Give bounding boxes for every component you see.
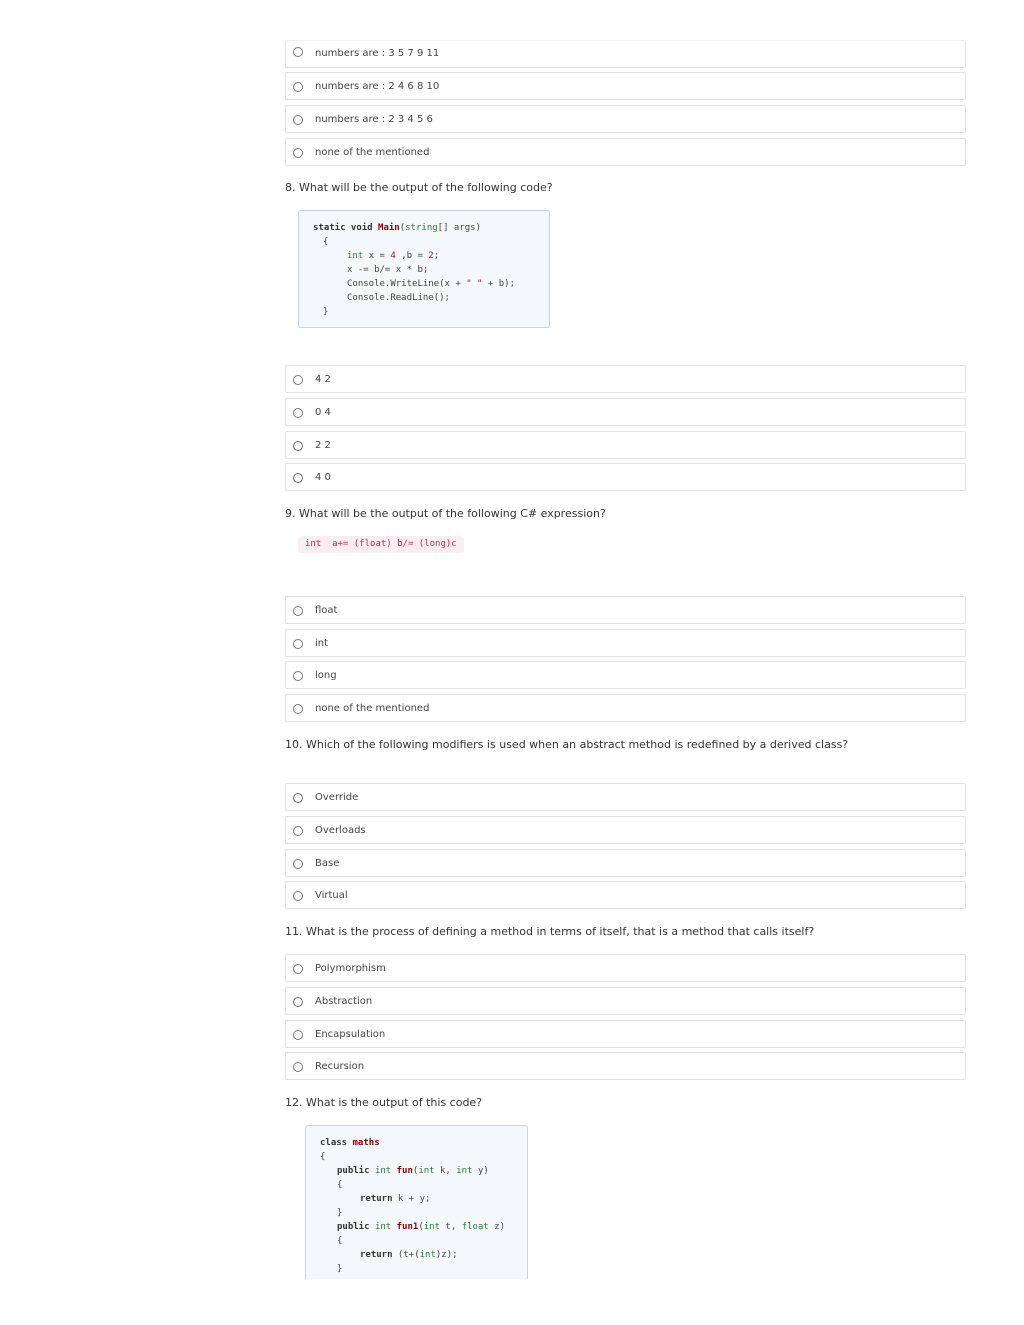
code-line: {: [323, 237, 329, 247]
q9-option-2[interactable]: [285, 629, 966, 657]
q8-question-text: 8. What will be the output of the following code?: [285, 181, 553, 194]
q11-option-2[interactable]: [285, 987, 966, 1015]
code-line: public int fun1(int t, float z): [337, 1222, 506, 1232]
radio-button[interactable]: [293, 606, 303, 616]
radio-button[interactable]: [293, 375, 303, 385]
q8-option-4[interactable]: [285, 463, 966, 491]
q8-option-1[interactable]: [285, 365, 966, 393]
radio-button[interactable]: [293, 704, 303, 714]
option-label: Virtual: [315, 890, 348, 901]
code-line: class maths: [320, 1138, 380, 1148]
option-label: Overloads: [315, 825, 366, 836]
q11-option-1[interactable]: [285, 954, 966, 982]
option-label: none of the mentioned: [315, 147, 430, 158]
option-label: float: [315, 605, 338, 616]
code-line: x -= b/= x * b;: [347, 265, 429, 275]
q7-option-4[interactable]: [285, 138, 966, 166]
code-line: {: [320, 1152, 326, 1162]
q9-question-text: 9. What will be the output of the following C# expression?: [285, 507, 606, 520]
code-line: return k + y;: [360, 1194, 431, 1204]
radio-button[interactable]: [293, 441, 303, 451]
q10-question-text: 10. Which of the following modifiers is used when an abstract method is redefined by a derived class?: [285, 738, 849, 751]
radio-button[interactable]: [293, 671, 303, 681]
code-line: static void Main(string[] args): [313, 223, 482, 233]
code-line: Console.ReadLine();: [347, 293, 450, 303]
code-line: }: [323, 307, 329, 317]
code-line: public int fun(int k, int y): [337, 1166, 489, 1176]
q10-option-4[interactable]: [285, 881, 966, 909]
radio-button[interactable]: [293, 82, 303, 92]
code-line: return (t+(int)z);: [360, 1250, 458, 1260]
radio-button[interactable]: [293, 47, 303, 57]
option-label: Abstraction: [315, 996, 373, 1007]
q9-inline-code: int a+= (float) b/= (long)c: [298, 536, 464, 553]
radio-button[interactable]: [293, 148, 303, 158]
q7-option-2[interactable]: [285, 72, 966, 100]
radio-button[interactable]: [293, 964, 303, 974]
option-label: Encapsulation: [315, 1029, 386, 1040]
radio-button[interactable]: [293, 639, 303, 649]
q7-option-1[interactable]: [285, 40, 966, 68]
q7-option-3[interactable]: [285, 105, 966, 133]
q8-code-block: [298, 210, 550, 328]
q10-option-2[interactable]: [285, 816, 966, 844]
code-line: {: [337, 1236, 343, 1246]
q9-option-4[interactable]: [285, 694, 966, 722]
q10-option-1[interactable]: [285, 783, 966, 811]
radio-button[interactable]: [293, 793, 303, 803]
option-label: int: [315, 638, 329, 649]
q9-option-3[interactable]: [285, 661, 966, 689]
code-line: }: [337, 1208, 343, 1218]
q12-code-block: [305, 1125, 528, 1279]
radio-button[interactable]: [293, 473, 303, 483]
code-line: Console.WriteLine(x + " " + b);: [347, 279, 515, 289]
q10-option-3[interactable]: [285, 849, 966, 877]
q12-question-text: 12. What is the output of this code?: [285, 1096, 483, 1109]
option-label: none of the mentioned: [315, 703, 430, 714]
q11-option-4[interactable]: [285, 1052, 966, 1080]
option-label: 2 2: [315, 440, 331, 451]
option-label: Base: [315, 858, 340, 869]
radio-button[interactable]: [293, 859, 303, 869]
option-label: 4 0: [315, 472, 331, 483]
option-label: numbers are : 2 4 6 8 10: [315, 81, 440, 92]
option-label: numbers are : 2 3 4 5 6: [315, 114, 433, 125]
radio-button[interactable]: [293, 891, 303, 901]
q8-option-3[interactable]: [285, 431, 966, 459]
code-line: {: [337, 1180, 343, 1190]
radio-button[interactable]: [293, 1062, 303, 1072]
radio-button[interactable]: [293, 115, 303, 125]
q8-option-2[interactable]: [285, 398, 966, 426]
option-label: 4 2: [315, 374, 331, 385]
q11-option-3[interactable]: [285, 1020, 966, 1048]
option-label: numbers are : 3 5 7 9 11: [315, 48, 440, 59]
code-line: }: [337, 1264, 343, 1274]
option-label: Recursion: [315, 1061, 365, 1072]
option-label: Override: [315, 792, 359, 803]
q9-option-1[interactable]: [285, 596, 966, 624]
radio-button[interactable]: [293, 826, 303, 836]
q11-question-text: 11. What is the process of defining a method in terms of itself, that is a method that calls itself?: [285, 925, 815, 938]
option-label: long: [315, 670, 337, 681]
option-label: Polymorphism: [315, 963, 386, 974]
radio-button[interactable]: [293, 1030, 303, 1040]
radio-button[interactable]: [293, 408, 303, 418]
option-label: 0 4: [315, 407, 331, 418]
radio-button[interactable]: [293, 997, 303, 1007]
code-line: int x = 4 ,b = 2;: [347, 251, 440, 261]
